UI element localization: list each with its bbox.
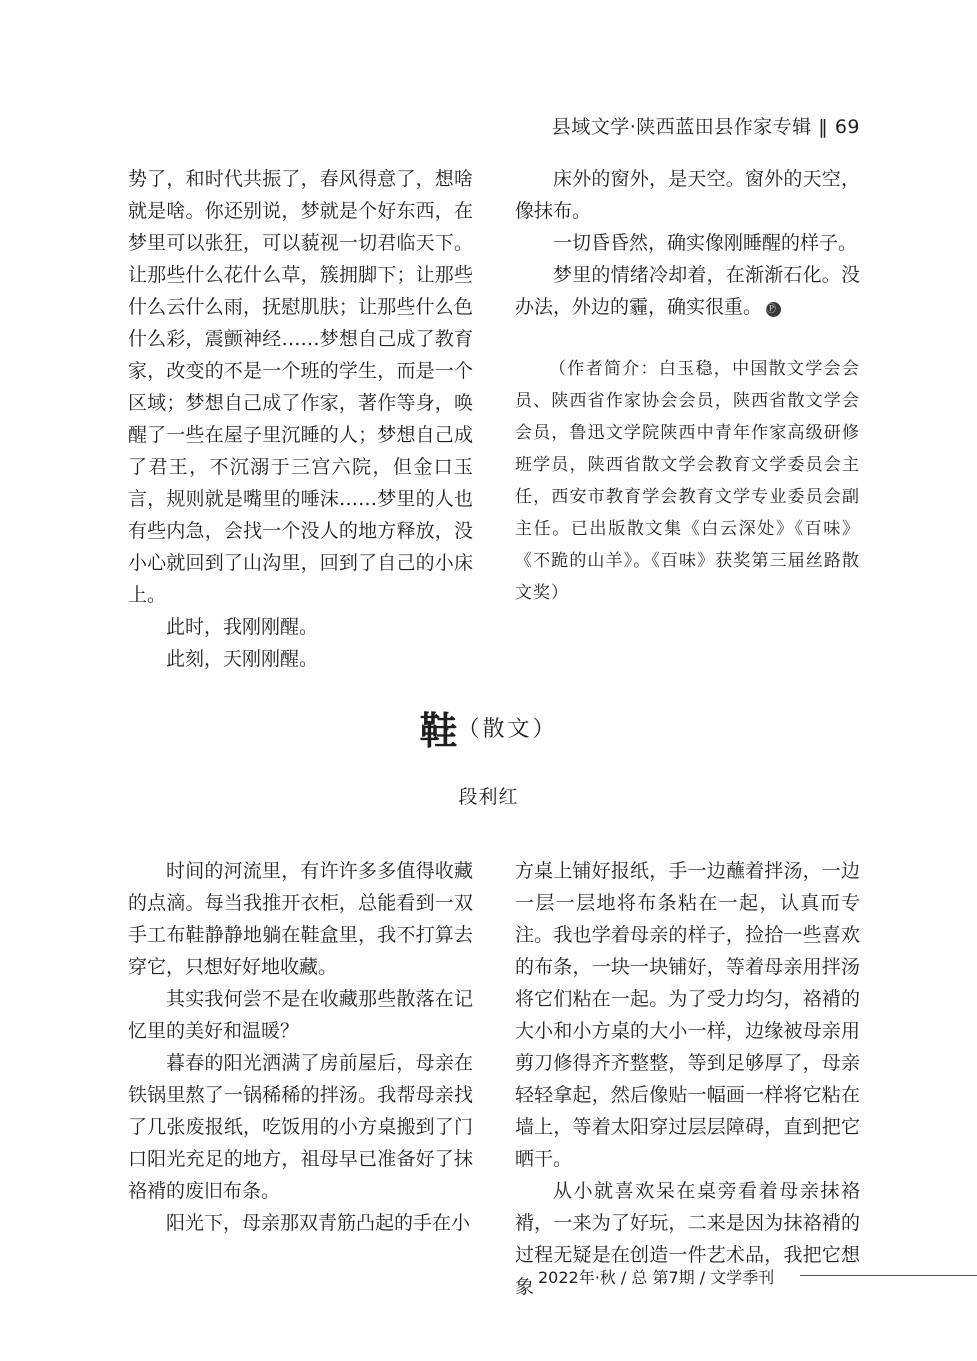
- paragraph-text: 梦里的情绪冷却着，在渐渐石化。没办法，外边的霾，确实很重。: [515, 264, 860, 318]
- paragraph: 从小就喜欢呆在桌旁看着母亲抹袼褙，一来为了好玩，二来是因为抹袼褙的过程无疑是在创造一件艺术品，我把它想象: [515, 1180, 860, 1298]
- article-left-column: [128, 855, 473, 1239]
- footer-rule: [800, 1275, 977, 1276]
- paragraph: 其实我何尝不是在收藏那些散落在记忆里的美好和温暖？: [128, 988, 473, 1042]
- author-bio: [515, 353, 860, 609]
- paragraph: 势了，和时代共振了，春风得意了，想啥就是啥。你还别说，梦就是个好东西，在梦里可以张狂，可以藐视一切君临天下。让那些什么花什么草，簇拥脚下；让那些什么云什么雨，抚慰肌肤；让那些什么色什么彩，震颤神经……梦想自己成了教育家，改变的不是一个班的学生，而是一个区域；梦想自己成了作家，著作等身，唤醒了一些在屋子里沉睡的人；梦想自己成了君王，不沉溺于三宫六院，但金口玉言，规则就是嘴里的唾沫……梦里的人也有些内急，会找一个没人的地方释放，没小心就回到了山沟里，回到了自己的小床上。: [128, 168, 473, 606]
- article-title: 鞋: [419, 708, 458, 753]
- article-title-block: [0, 700, 977, 755]
- article-author: 段利红: [458, 786, 519, 808]
- previous-article-right-column: [515, 163, 860, 323]
- paragraph: 方桌上铺好报纸，手一边蘸着拌汤，一边一层一层地将布条粘在一起，认真而专注。我也学着母亲的样子，捡拾一些喜欢的布条，一块一块铺好，等着母亲用拌汤将它们粘在一起。为了受力均匀，袼褙的大小和小方桌的大小一样，边缘被母亲用剪刀修得齐齐整整，等到足够厚了，母亲轻轻拿起，然后像贴一幅画一样将它粘在墙上，等着太阳穿过层层障碍，直到把它晒干。: [515, 860, 860, 1170]
- paragraph: 暮春的阳光洒满了房前屋后，母亲在铁锅里熬了一锅稀稀的拌汤。我帮母亲找了几张废报纸，吃饭用的小方桌搬到了门口阳光充足的地方，祖母早已准备好了抹袼褙的废旧布条。: [128, 1052, 473, 1202]
- running-header: 县域文学·陕西蓝田县作家专辑 ‖ 69: [551, 116, 860, 138]
- article-genre: （散文）: [457, 717, 558, 742]
- paragraph: 阳光下，母亲那双青筋凸起的手在小: [166, 1212, 471, 1234]
- author-bio-text: （作者简介：白玉稳，中国散文学会会员、陕西省作家协会会员，陕西省散文学会会员，鲁迅文学院陕西中青年作家高级研修班学员，陕西省散文学会教育文学委员会主任，西安市教育学会教育文学专业委员会副主任。已出版散文集《白云深处》《百味》《不跪的山羊》。《百味》获奖第三届丝路散文奖）: [515, 359, 860, 603]
- previous-article-left-column: [128, 163, 473, 675]
- paragraph: 床外的窗外，是天空。窗外的天空，像抹布。: [515, 168, 860, 222]
- page-footer: 2022年·秋 / 总 第7期 / 文学季刊: [538, 1268, 775, 1287]
- paragraph: 时间的河流里，有许许多多值得收藏的点滴。每当我推开衣柜，总能看到一双手工布鞋静静地躺在鞋盒里，我不打算去穿它，只想好好地收藏。: [128, 860, 473, 978]
- paragraph: [515, 259, 860, 323]
- paragraph: 此刻，天刚刚醒。: [166, 648, 319, 670]
- end-mark-icon: Ⓟ: [766, 302, 781, 317]
- article-right-column: [515, 855, 860, 1303]
- paragraph: 此时，我刚刚醒。: [166, 616, 319, 638]
- paragraph: 一切昏昏然，确实像刚睡醒的样子。: [553, 232, 858, 254]
